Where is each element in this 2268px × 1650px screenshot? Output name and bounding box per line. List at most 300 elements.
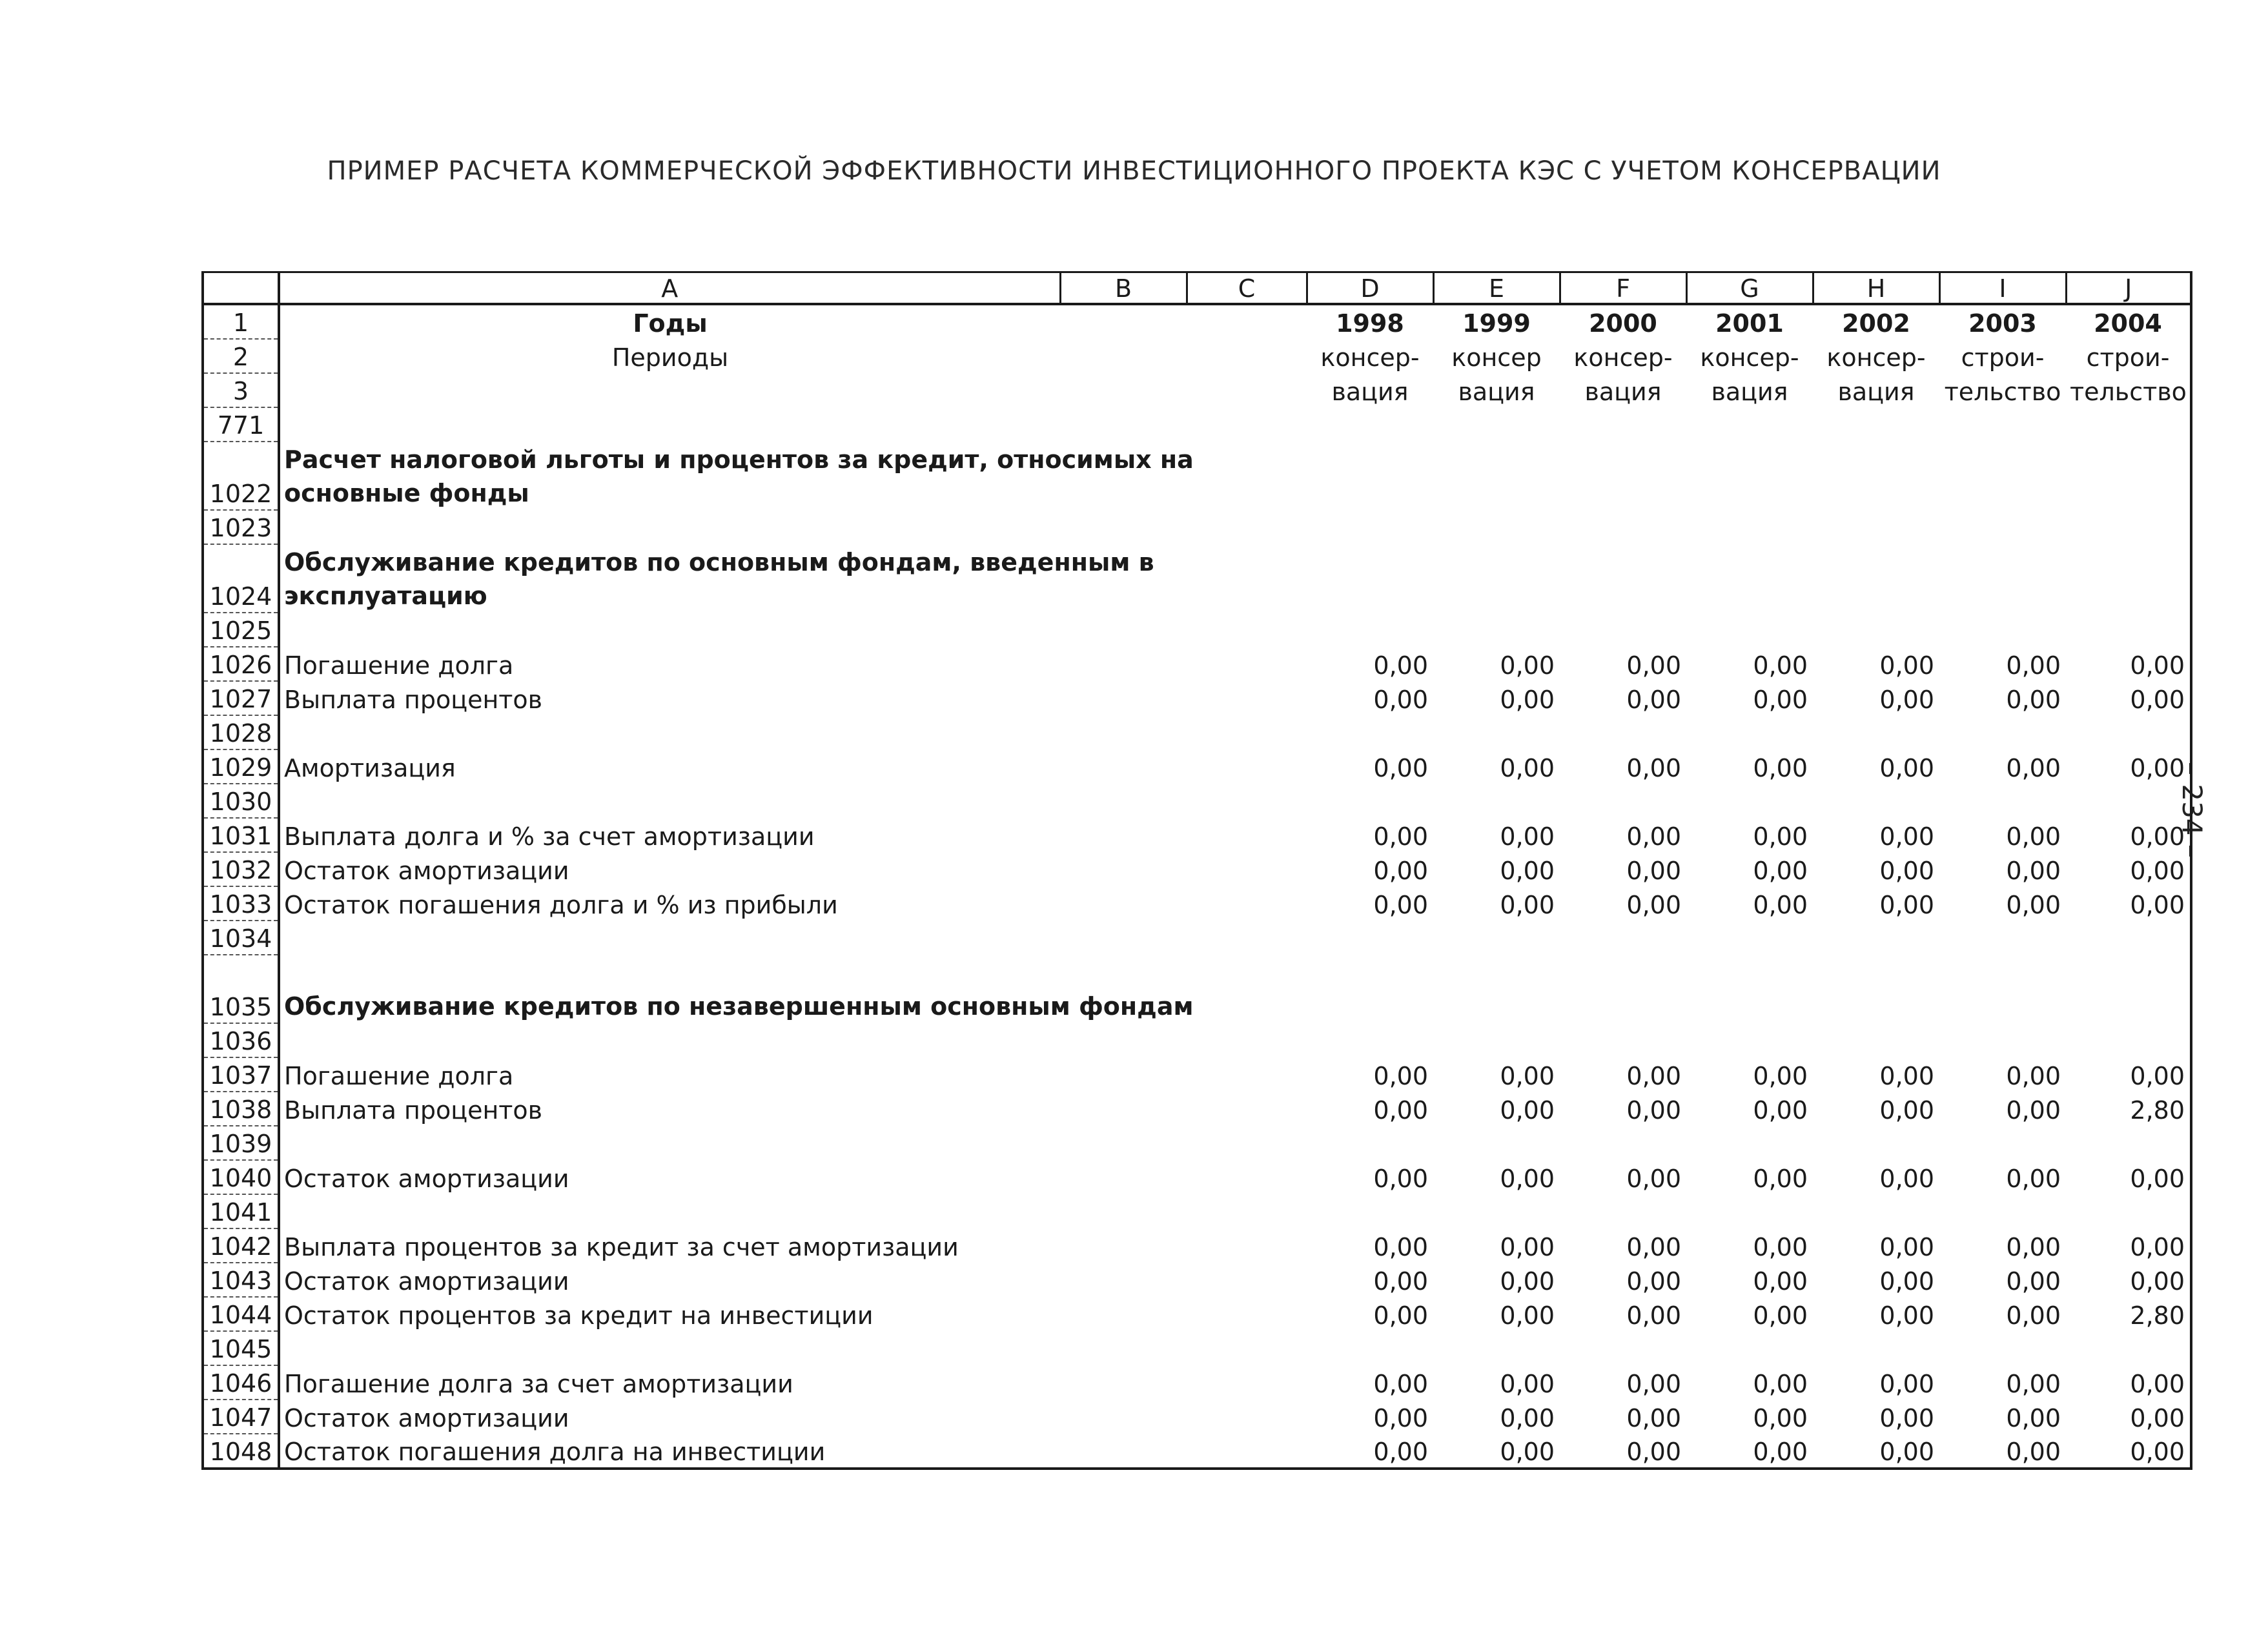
row-number[interactable]: 1029: [203, 749, 279, 784]
row-label[interactable]: [279, 510, 1060, 544]
row-label[interactable]: [279, 1331, 1060, 1365]
row-number[interactable]: 1030: [203, 784, 279, 818]
value-cell[interactable]: [1433, 784, 1560, 818]
cell-empty[interactable]: [1187, 1023, 1307, 1057]
value-cell[interactable]: [1813, 544, 1939, 613]
value-cell[interactable]: 0,00: [1626, 891, 1681, 919]
cell-empty[interactable]: [1187, 1160, 1307, 1194]
column-header-h[interactable]: H: [1813, 272, 1939, 305]
cell-empty[interactable]: [1187, 886, 1307, 921]
row-number[interactable]: 1034: [203, 921, 279, 955]
value-cell[interactable]: 0,00: [1753, 1062, 1808, 1090]
value-cell[interactable]: 0,00: [1500, 1096, 1555, 1125]
value-cell[interactable]: 0,00: [1500, 1267, 1555, 1296]
value-cell[interactable]: [1307, 784, 1433, 818]
value-cell[interactable]: 0,00: [1879, 1404, 1934, 1432]
value-cell[interactable]: [1813, 1023, 1939, 1057]
value-cell[interactable]: 0,00: [1753, 1404, 1808, 1432]
value-cell[interactable]: 0,00: [1939, 1434, 2066, 1469]
cell-empty[interactable]: [1187, 852, 1307, 886]
value-cell[interactable]: 0,00: [1879, 1062, 1934, 1090]
value-cell[interactable]: [1560, 510, 1686, 544]
value-cell[interactable]: 0,00: [1626, 651, 1681, 680]
value-cell[interactable]: [1307, 955, 1433, 1023]
value-cell[interactable]: 0,00: [1626, 1404, 1681, 1432]
value-cell[interactable]: 0,00: [1753, 891, 1808, 919]
row-label[interactable]: [279, 1126, 1060, 1160]
cell-empty[interactable]: [1060, 613, 1187, 647]
column-header-i[interactable]: I: [1939, 272, 2066, 305]
cell-empty[interactable]: [1060, 886, 1187, 921]
row-label[interactable]: Погашение долга: [284, 651, 514, 680]
cell-empty[interactable]: [1187, 715, 1307, 749]
row-label[interactable]: [279, 784, 1060, 818]
value-cell[interactable]: 0,00: [2066, 1400, 2191, 1434]
value-cell[interactable]: [1686, 921, 1813, 955]
value-cell[interactable]: [1433, 613, 1560, 647]
row-number[interactable]: 1036: [203, 1023, 279, 1057]
value-cell[interactable]: 2,80: [2066, 1297, 2191, 1331]
value-cell[interactable]: [1433, 1023, 1560, 1057]
value-cell[interactable]: [2066, 921, 2191, 955]
cell-empty[interactable]: [1060, 1092, 1187, 1126]
row-number[interactable]: 3: [203, 373, 279, 407]
column-header-f[interactable]: F: [1560, 272, 1686, 305]
value-cell[interactable]: 0,00: [2066, 681, 2191, 715]
value-cell[interactable]: 0,00: [2006, 754, 2061, 782]
value-cell[interactable]: 0,00: [1373, 1370, 1428, 1398]
value-cell[interactable]: 0,00: [1626, 822, 1681, 851]
value-cell[interactable]: [2066, 442, 2191, 510]
value-cell[interactable]: [1939, 784, 2066, 818]
row-number[interactable]: 1022: [203, 442, 279, 510]
row-number[interactable]: 1040: [203, 1160, 279, 1194]
value-cell[interactable]: 0,00: [1626, 1370, 1681, 1398]
row-label[interactable]: Погашение долга за счет амортизации: [284, 1370, 793, 1398]
cell-empty[interactable]: [1060, 1400, 1187, 1434]
row-number[interactable]: 2: [203, 339, 279, 373]
value-cell[interactable]: [1813, 715, 1939, 749]
section-heading[interactable]: Обслуживание кредитов по незавершенным основным фондам: [284, 992, 1194, 1021]
value-cell[interactable]: [1939, 544, 2066, 613]
value-cell[interactable]: [2066, 1194, 2191, 1228]
value-cell[interactable]: 0,00: [2006, 1096, 2061, 1125]
value-cell[interactable]: [1433, 921, 1560, 955]
value-cell[interactable]: [1560, 1331, 1686, 1365]
value-cell[interactable]: 0,00: [1433, 1434, 1560, 1469]
cell-empty[interactable]: [1187, 1331, 1307, 1365]
value-cell[interactable]: 0,00: [1626, 1165, 1681, 1193]
value-cell[interactable]: 0,00: [2066, 647, 2191, 681]
value-cell[interactable]: 0,00: [2006, 1370, 2061, 1398]
value-cell[interactable]: 0,00: [2006, 686, 2061, 714]
value-cell[interactable]: 0,00: [1373, 651, 1428, 680]
value-cell[interactable]: [1939, 1194, 2066, 1228]
value-cell[interactable]: 0,00: [1879, 651, 1934, 680]
value-cell[interactable]: 0,00: [1500, 1165, 1555, 1193]
cell-empty[interactable]: [1187, 1365, 1307, 1400]
value-cell[interactable]: 0,00: [1686, 1434, 1813, 1469]
value-cell[interactable]: [1939, 1023, 2066, 1057]
cell-empty[interactable]: [1060, 1297, 1187, 1331]
cell-empty[interactable]: [1060, 647, 1187, 681]
row-number[interactable]: 1027: [203, 681, 279, 715]
cell-empty[interactable]: [1187, 921, 1307, 955]
cell-empty[interactable]: [1060, 681, 1187, 715]
value-cell[interactable]: [1939, 442, 2066, 510]
value-cell[interactable]: 0,00: [1753, 1233, 1808, 1261]
value-cell[interactable]: 0,00: [1500, 857, 1555, 885]
cell-empty[interactable]: [1060, 510, 1187, 544]
value-cell[interactable]: 0,00: [2066, 818, 2191, 852]
cell-empty[interactable]: [1060, 1057, 1187, 1092]
cell-empty[interactable]: [1060, 749, 1187, 784]
column-header-e[interactable]: E: [1433, 272, 1560, 305]
value-cell[interactable]: [1686, 510, 1813, 544]
cell-empty[interactable]: [1187, 681, 1307, 715]
row-number[interactable]: 1043: [203, 1263, 279, 1297]
value-cell[interactable]: [1307, 1126, 1433, 1160]
row-number[interactable]: 1048: [203, 1434, 279, 1469]
row-number[interactable]: 1024: [203, 544, 279, 613]
cell-empty[interactable]: [1060, 1331, 1187, 1365]
row-number[interactable]: 1031: [203, 818, 279, 852]
row-label[interactable]: [279, 1194, 1060, 1228]
value-cell[interactable]: 0,00: [2006, 1062, 2061, 1090]
row-number[interactable]: 1047: [203, 1400, 279, 1434]
value-cell[interactable]: 0,00: [2006, 891, 2061, 919]
column-header-c[interactable]: C: [1187, 272, 1307, 305]
value-cell[interactable]: 0,00: [2066, 1228, 2191, 1263]
value-cell[interactable]: [1307, 510, 1433, 544]
value-cell[interactable]: 0,00: [1500, 754, 1555, 782]
row-number[interactable]: 1: [203, 304, 279, 339]
value-cell[interactable]: 0,00: [1879, 857, 1934, 885]
value-cell[interactable]: [1433, 544, 1560, 613]
value-cell[interactable]: 0,00: [1879, 1370, 1934, 1398]
value-cell[interactable]: [1307, 544, 1433, 613]
value-cell[interactable]: 0,00: [1373, 754, 1428, 782]
value-cell[interactable]: 0,00: [1500, 651, 1555, 680]
row-label[interactable]: Остаток амортизации: [284, 1267, 569, 1296]
value-cell[interactable]: [2066, 715, 2191, 749]
value-cell[interactable]: [1686, 442, 1813, 510]
value-cell[interactable]: 0,00: [1626, 1096, 1681, 1125]
value-cell[interactable]: 0,00: [2066, 1057, 2191, 1092]
value-cell[interactable]: 0,00: [2006, 1267, 2061, 1296]
value-cell[interactable]: [1813, 955, 1939, 1023]
cell-empty[interactable]: [1060, 1365, 1187, 1400]
value-cell[interactable]: 0,00: [1879, 1233, 1934, 1261]
cell-empty[interactable]: [1060, 1228, 1187, 1263]
value-cell[interactable]: [1560, 544, 1686, 613]
cell-empty[interactable]: [1187, 1057, 1307, 1092]
value-cell[interactable]: 0,00: [1879, 1267, 1934, 1296]
cell-empty[interactable]: [1187, 1434, 1307, 1469]
column-header-b[interactable]: B: [1060, 272, 1187, 305]
cell-empty[interactable]: [1187, 784, 1307, 818]
row-number[interactable]: 1032: [203, 852, 279, 886]
cell-empty[interactable]: [1187, 1400, 1307, 1434]
row-number[interactable]: 1046: [203, 1365, 279, 1400]
row-number[interactable]: 1035: [203, 955, 279, 1023]
value-cell[interactable]: 0,00: [1753, 857, 1808, 885]
value-cell[interactable]: 0,00: [1500, 1404, 1555, 1432]
value-cell[interactable]: [1307, 442, 1433, 510]
value-cell[interactable]: 0,00: [1560, 1434, 1686, 1469]
value-cell[interactable]: 0,00: [2066, 1365, 2191, 1400]
value-cell[interactable]: 0,00: [1753, 1370, 1808, 1398]
value-cell[interactable]: 0,00: [1500, 686, 1555, 714]
value-cell[interactable]: [1560, 715, 1686, 749]
row-number[interactable]: 1042: [203, 1228, 279, 1263]
value-cell[interactable]: 0,00: [1373, 822, 1428, 851]
value-cell[interactable]: [1307, 1331, 1433, 1365]
cell-empty[interactable]: [1060, 921, 1187, 955]
cell-empty[interactable]: [1060, 818, 1187, 852]
value-cell[interactable]: [1560, 784, 1686, 818]
cell-empty[interactable]: [1187, 1228, 1307, 1263]
value-cell[interactable]: 0,00: [1626, 754, 1681, 782]
value-cell[interactable]: [1939, 715, 2066, 749]
cell-empty[interactable]: [1187, 1194, 1307, 1228]
value-cell[interactable]: 0,00: [1626, 1062, 1681, 1090]
value-cell[interactable]: [1813, 1126, 1939, 1160]
value-cell[interactable]: 0,00: [1753, 822, 1808, 851]
column-header-j[interactable]: J: [2066, 272, 2191, 305]
value-cell[interactable]: 0,00: [1626, 1267, 1681, 1296]
value-cell[interactable]: [1433, 1194, 1560, 1228]
cell-empty[interactable]: [1187, 647, 1307, 681]
row-label[interactable]: Выплата долга и % за счет амортизации: [284, 822, 815, 851]
value-cell[interactable]: [1560, 921, 1686, 955]
value-cell[interactable]: 0,00: [1626, 1301, 1681, 1330]
row-label[interactable]: [279, 715, 1060, 749]
row-number[interactable]: 1023: [203, 510, 279, 544]
value-cell[interactable]: [1939, 955, 2066, 1023]
value-cell[interactable]: 0,00: [1753, 1301, 1808, 1330]
value-cell[interactable]: 0,00: [1500, 891, 1555, 919]
value-cell[interactable]: [1939, 1126, 2066, 1160]
value-cell[interactable]: [1307, 1023, 1433, 1057]
value-cell[interactable]: [1560, 1023, 1686, 1057]
value-cell[interactable]: 0,00: [2006, 1301, 2061, 1330]
value-cell[interactable]: 0,00: [1373, 1096, 1428, 1125]
value-cell[interactable]: 0,00: [1373, 1165, 1428, 1193]
row-number[interactable]: 1037: [203, 1057, 279, 1092]
value-cell[interactable]: 0,00: [1373, 1301, 1428, 1330]
value-cell[interactable]: [1307, 715, 1433, 749]
value-cell[interactable]: [1686, 1126, 1813, 1160]
row-number[interactable]: 1038: [203, 1092, 279, 1126]
row-label[interactable]: Выплата процентов: [284, 686, 543, 714]
row-label[interactable]: Остаток погашения долга на инвестиции: [279, 1434, 1060, 1469]
cell-empty[interactable]: [1187, 613, 1307, 647]
value-cell[interactable]: [2066, 544, 2191, 613]
value-cell[interactable]: 0,00: [2006, 1233, 2061, 1261]
row-label[interactable]: [279, 1023, 1060, 1057]
value-cell[interactable]: [1686, 784, 1813, 818]
value-cell[interactable]: [1560, 955, 1686, 1023]
value-cell[interactable]: [1560, 1194, 1686, 1228]
value-cell[interactable]: [2066, 613, 2191, 647]
value-cell[interactable]: [1686, 715, 1813, 749]
row-label[interactable]: Остаток процентов за кредит на инвестиции: [284, 1301, 873, 1330]
value-cell[interactable]: [1686, 613, 1813, 647]
value-cell[interactable]: 0,00: [1500, 1370, 1555, 1398]
value-cell[interactable]: 0,00: [2006, 651, 2061, 680]
value-cell[interactable]: 0,00: [1373, 686, 1428, 714]
value-cell[interactable]: [1307, 1194, 1433, 1228]
value-cell[interactable]: 0,00: [1879, 1301, 1934, 1330]
row-label[interactable]: Амортизация: [284, 754, 456, 782]
row-number[interactable]: 1045: [203, 1331, 279, 1365]
value-cell[interactable]: 0,00: [2006, 822, 2061, 851]
cell-empty[interactable]: [1060, 715, 1187, 749]
value-cell[interactable]: [1813, 784, 1939, 818]
row-label[interactable]: [279, 921, 1060, 955]
cell-empty[interactable]: [1187, 818, 1307, 852]
value-cell[interactable]: 0,00: [2006, 1165, 2061, 1193]
value-cell[interactable]: [2066, 1331, 2191, 1365]
value-cell[interactable]: 0,00: [1373, 1267, 1428, 1296]
cell-empty[interactable]: [1187, 510, 1307, 544]
value-cell[interactable]: 0,00: [1753, 651, 1808, 680]
value-cell[interactable]: 0,00: [1753, 1267, 1808, 1296]
value-cell[interactable]: 0,00: [1373, 1062, 1428, 1090]
value-cell[interactable]: 0,00: [2066, 886, 2191, 921]
cell-empty[interactable]: [1187, 1297, 1307, 1331]
value-cell[interactable]: [1686, 955, 1813, 1023]
value-cell[interactable]: [1686, 544, 1813, 613]
row-number[interactable]: 1044: [203, 1297, 279, 1331]
value-cell[interactable]: 0,00: [1307, 1434, 1433, 1469]
value-cell[interactable]: 2,80: [2066, 1092, 2191, 1126]
value-cell[interactable]: 0,00: [1879, 754, 1934, 782]
value-cell[interactable]: 0,00: [2066, 1263, 2191, 1297]
value-cell[interactable]: 0,00: [1753, 1096, 1808, 1125]
value-cell[interactable]: [1433, 955, 1560, 1023]
value-cell[interactable]: 0,00: [1626, 686, 1681, 714]
row-label[interactable]: Остаток амортизации: [284, 1165, 569, 1193]
value-cell[interactable]: [1813, 1194, 1939, 1228]
row-label[interactable]: Остаток погашения долга и % из прибыли: [284, 891, 838, 919]
column-header-g[interactable]: G: [1686, 272, 1813, 305]
cell-empty[interactable]: [1060, 1194, 1187, 1228]
value-cell[interactable]: [1686, 1194, 1813, 1228]
value-cell[interactable]: 0,00: [2006, 857, 2061, 885]
value-cell[interactable]: 0,00: [1879, 1096, 1934, 1125]
value-cell[interactable]: [1813, 1331, 1939, 1365]
cell-empty[interactable]: [1187, 749, 1307, 784]
value-cell[interactable]: [1939, 510, 2066, 544]
cell-empty[interactable]: [1060, 852, 1187, 886]
value-cell[interactable]: [1307, 921, 1433, 955]
value-cell[interactable]: 0,00: [1753, 1165, 1808, 1193]
value-cell[interactable]: [1939, 613, 2066, 647]
value-cell[interactable]: 0,00: [1753, 754, 1808, 782]
value-cell[interactable]: 0,00: [1879, 1165, 1934, 1193]
column-header-a[interactable]: A: [279, 272, 1060, 305]
value-cell[interactable]: 0,00: [1753, 686, 1808, 714]
value-cell[interactable]: [1939, 1331, 2066, 1365]
value-cell[interactable]: 0,00: [2066, 749, 2191, 784]
value-cell[interactable]: [1686, 1023, 1813, 1057]
row-label[interactable]: Остаток амортизации: [284, 857, 569, 885]
section-heading[interactable]: Обслуживание кредитов по основным фондам, введенным в эксплуатацию: [284, 548, 1154, 610]
value-cell[interactable]: [2066, 1023, 2191, 1057]
value-cell[interactable]: 0,00: [1373, 857, 1428, 885]
cell-empty[interactable]: [1187, 1092, 1307, 1126]
value-cell[interactable]: 0,00: [1626, 857, 1681, 885]
value-cell[interactable]: 0,00: [1373, 1233, 1428, 1261]
value-cell[interactable]: [1813, 921, 1939, 955]
value-cell[interactable]: 0,00: [2006, 1404, 2061, 1432]
value-cell[interactable]: 0,00: [2066, 1160, 2191, 1194]
value-cell[interactable]: [1813, 613, 1939, 647]
value-cell[interactable]: [1560, 613, 1686, 647]
column-header-d[interactable]: D: [1307, 272, 1433, 305]
value-cell[interactable]: 0,00: [1500, 822, 1555, 851]
value-cell[interactable]: 0,00: [1373, 1404, 1428, 1432]
row-number[interactable]: 1025: [203, 613, 279, 647]
value-cell[interactable]: [2066, 510, 2191, 544]
value-cell[interactable]: [1307, 613, 1433, 647]
cell-empty[interactable]: [1060, 1160, 1187, 1194]
row-number[interactable]: 1033: [203, 886, 279, 921]
row-label[interactable]: Выплата процентов за кредит за счет амортизации: [284, 1233, 959, 1261]
value-cell[interactable]: [1433, 715, 1560, 749]
value-cell[interactable]: 0,00: [1500, 1233, 1555, 1261]
row-label[interactable]: Выплата процентов: [284, 1096, 543, 1125]
cell-empty[interactable]: [1060, 784, 1187, 818]
cell-empty[interactable]: [1060, 1434, 1187, 1469]
row-number[interactable]: 1026: [203, 647, 279, 681]
value-cell[interactable]: [1560, 1126, 1686, 1160]
value-cell[interactable]: [1686, 1331, 1813, 1365]
value-cell[interactable]: [1813, 442, 1939, 510]
value-cell[interactable]: [1813, 510, 1939, 544]
value-cell[interactable]: [2066, 784, 2191, 818]
value-cell[interactable]: 0,00: [1626, 1233, 1681, 1261]
value-cell[interactable]: [1939, 921, 2066, 955]
value-cell[interactable]: [1560, 442, 1686, 510]
cell-empty[interactable]: [1060, 1263, 1187, 1297]
value-cell[interactable]: [2066, 1126, 2191, 1160]
cell-empty[interactable]: [1060, 1126, 1187, 1160]
row-label[interactable]: Погашение долга: [284, 1062, 514, 1090]
cell-empty[interactable]: [1187, 1126, 1307, 1160]
value-cell[interactable]: 0,00: [1879, 891, 1934, 919]
row-number[interactable]: 771: [203, 407, 279, 442]
value-cell[interactable]: 0,00: [2066, 852, 2191, 886]
section-heading[interactable]: Расчет налоговой льготы и процентов за кредит, относимых на основные фонды: [284, 445, 1194, 507]
row-number[interactable]: 1041: [203, 1194, 279, 1228]
value-cell[interactable]: 0,00: [1373, 891, 1428, 919]
value-cell[interactable]: 0,00: [1879, 822, 1934, 851]
cell-empty[interactable]: [1060, 1023, 1187, 1057]
value-cell[interactable]: 0,00: [1500, 1062, 1555, 1090]
value-cell[interactable]: [1433, 1331, 1560, 1365]
value-cell[interactable]: 0,00: [1500, 1301, 1555, 1330]
value-cell[interactable]: 0,00: [1879, 686, 1934, 714]
value-cell[interactable]: [2066, 955, 2191, 1023]
cell-empty[interactable]: [1187, 1263, 1307, 1297]
row-number[interactable]: 1028: [203, 715, 279, 749]
value-cell[interactable]: [1433, 442, 1560, 510]
row-label[interactable]: Остаток амортизации: [284, 1404, 569, 1432]
row-label[interactable]: [279, 613, 1060, 647]
